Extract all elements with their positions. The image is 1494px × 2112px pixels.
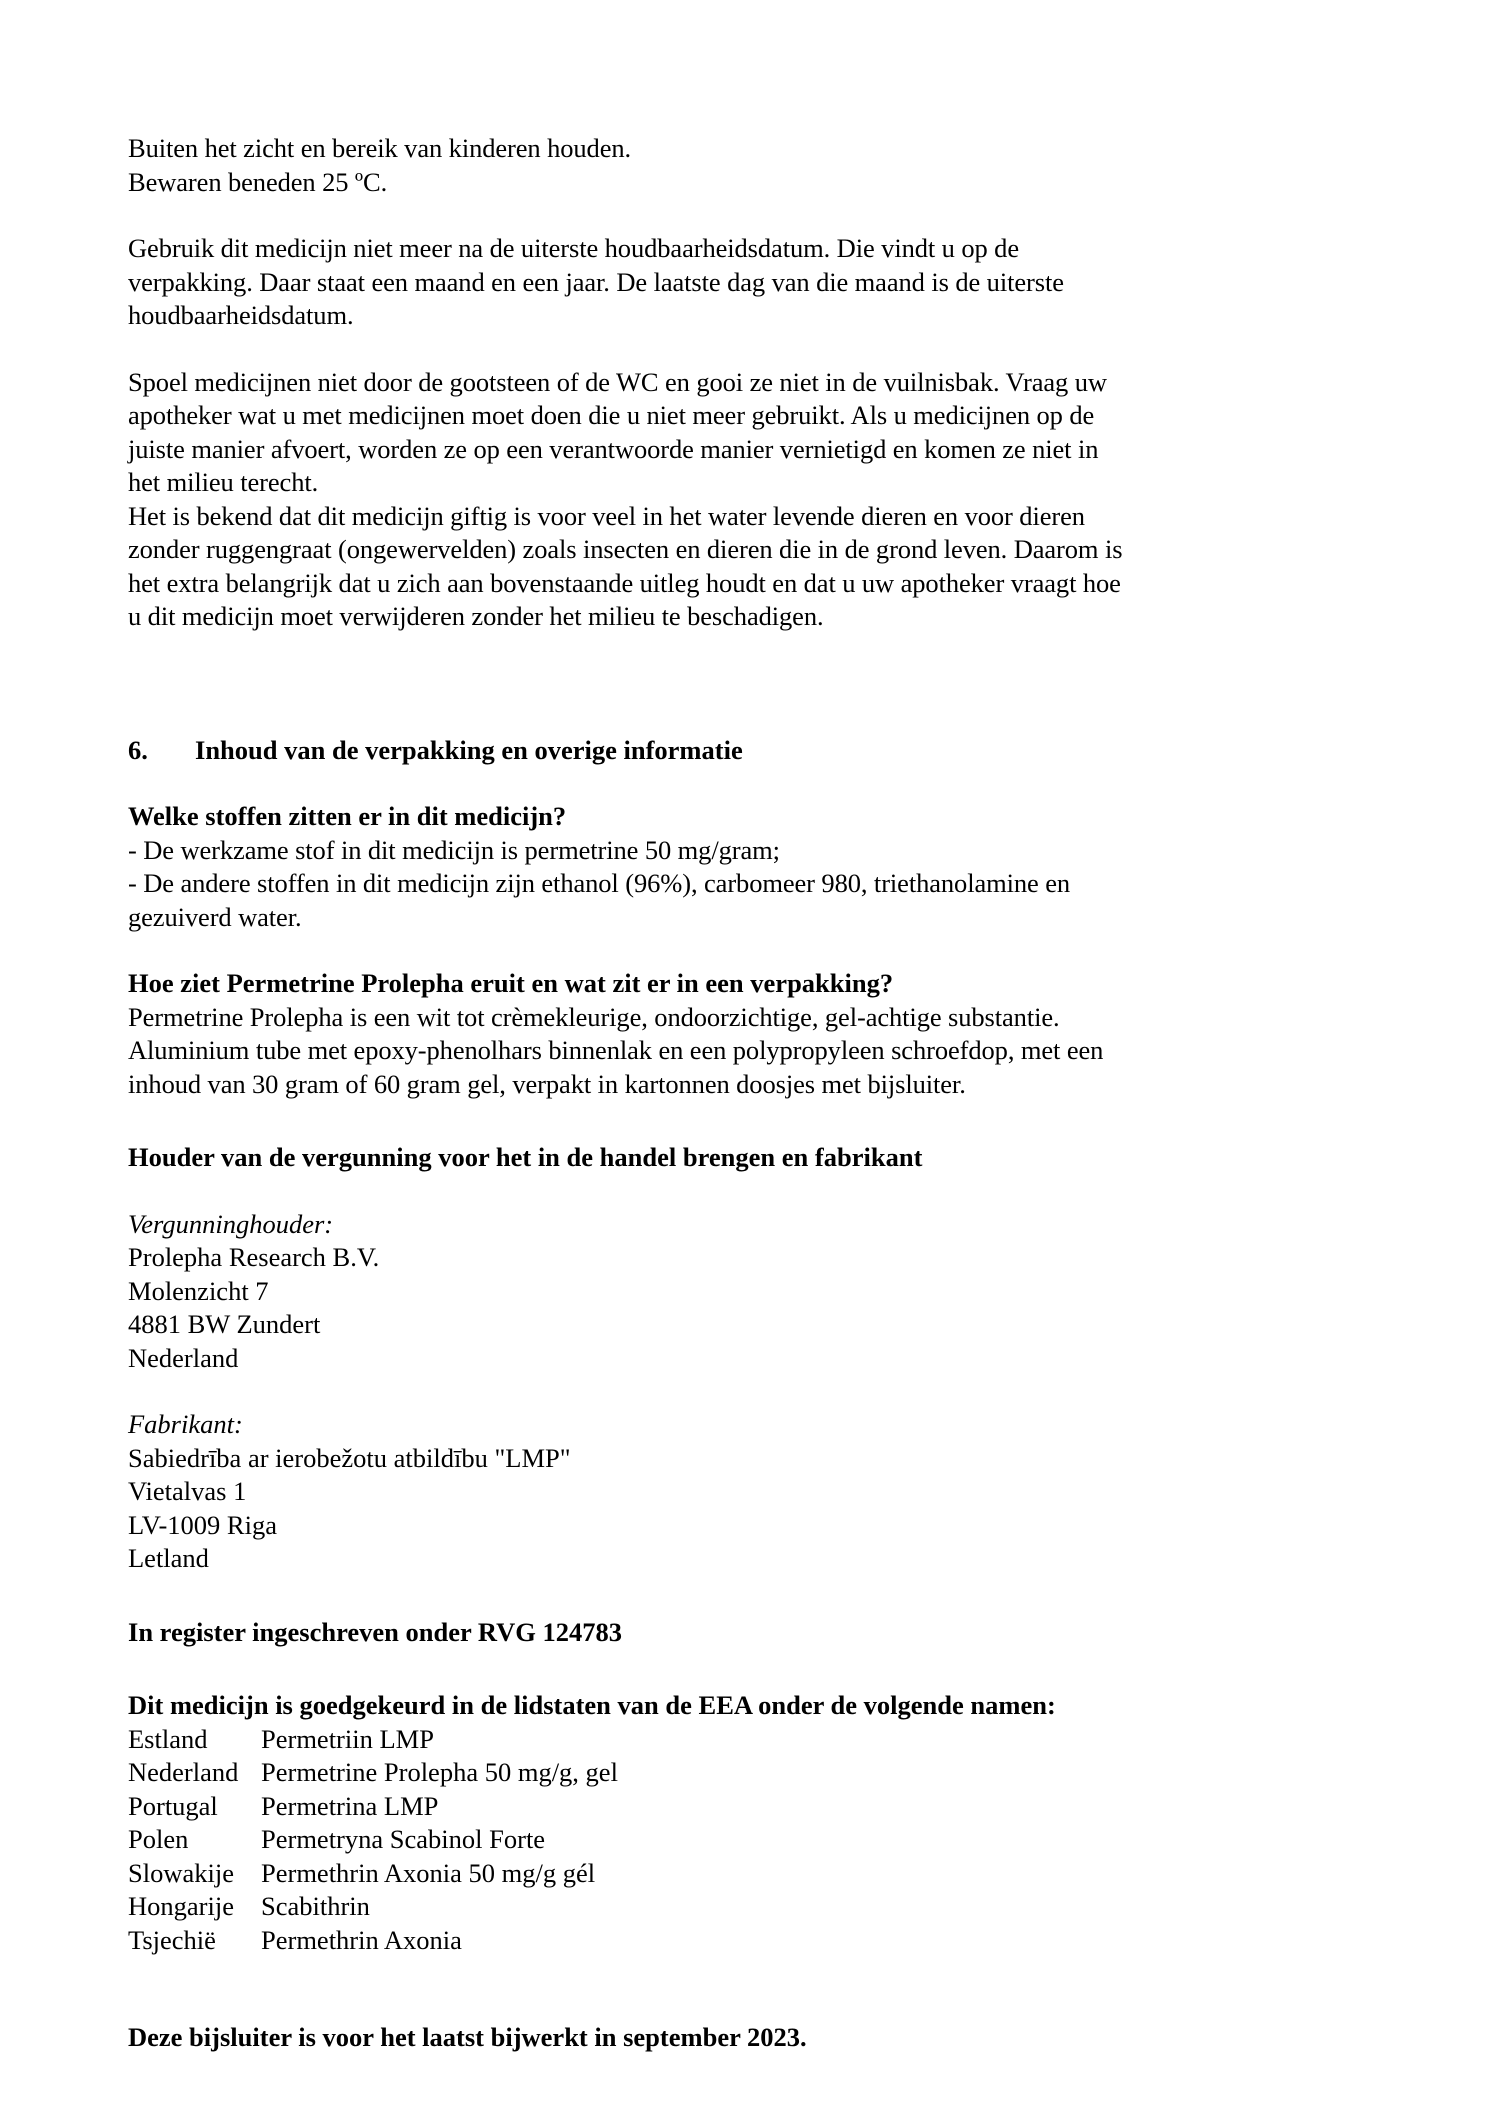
ingredients-other-substances: - De andere stoffen in dit medicijn zijn ethanol (96%), carbomeer 980, triethanolamine en gezuiverd water. xyxy=(128,868,1071,932)
ingredients-heading: Welke stoffen zitten er in dit medicijn? xyxy=(128,801,567,831)
spacer xyxy=(128,1576,1128,1616)
table-row xyxy=(128,1823,618,1857)
manufacturer-address-line: Sabiedrība ar ierobežotu atbildību "LMP" xyxy=(128,1442,571,1473)
country-name: Estland xyxy=(128,1723,208,1754)
spacer xyxy=(128,1101,1128,1141)
product-name: Scabithrin xyxy=(261,1891,370,1921)
manufacturer-label: Fabrikant: xyxy=(128,1409,243,1439)
holder-manufacturer-heading: Houder van de vergunning voor het in de handel brengen en fabrikant xyxy=(128,1142,923,1172)
table-row xyxy=(128,1756,618,1790)
country-name: Portugal xyxy=(128,1790,218,1821)
product-name: Permethrin Axonia xyxy=(261,1924,462,1955)
holder-address-line: Molenzicht 7 xyxy=(128,1275,269,1306)
last-updated-footer: Deze bijsluiter is voor het laatst bijwerkt in september 2023. xyxy=(128,2022,807,2052)
environment-paragraph: Het is bekend dat dit medicijn giftig is voor veel in het water levende dieren en voor dieren zonder ruggengraat (ongewervelden) zoals insecten en dieren die in de grond leven. Daarom is het extra belangrijk dat u zich aan bovenstaande uitleg houdt en dat u uw apotheker vraagt hoe u dit medicijn moet verwijderen zonder het milieu te beschadigen. xyxy=(128,500,1123,631)
spacer xyxy=(128,1375,1128,1408)
ingredients-active-substance: - De werkzame stof in dit medicijn is permetrine 50 mg/gram; xyxy=(128,834,780,865)
spacer xyxy=(128,1649,1128,1689)
eea-heading: Dit medicijn is goedgekeurd in de lidstaten van de EEA onder de volgende namen: xyxy=(128,1690,1056,1720)
product-name: Permethrin Axonia 50 mg/g gél xyxy=(261,1857,596,1888)
spacer xyxy=(128,1957,1128,2021)
country-name: Polen xyxy=(128,1824,189,1854)
table-row xyxy=(128,1857,618,1891)
product-name: Permetriin LMP xyxy=(261,1723,434,1754)
manufacturer-address-line: LV-1009 Riga xyxy=(128,1509,277,1540)
spacer xyxy=(128,199,1128,232)
country-name: Nederland xyxy=(128,1757,239,1787)
country-name: Slowakije xyxy=(128,1857,234,1888)
registration-number: In register ingeschreven onder RVG 124783 xyxy=(128,1616,622,1647)
manufacturer-address-line: Vietalvas 1 xyxy=(128,1476,247,1506)
appearance-body: Permetrine Prolepha is een wit tot crèmekleurige, ondoorzichtige, gel-achtige substantie. Aluminium tube met epoxy-phenolhars binnenlak en een polypropyleen schroefdop, met een inhoud van 30 gram of 60 gram gel, verpakt in kartonnen doosjes met bijsluiter. xyxy=(128,1001,1104,1099)
spacer xyxy=(128,1175,1128,1208)
appearance-heading: Hoe ziet Permetrine Prolepha eruit en wat zit er in een verpakking? xyxy=(128,968,894,998)
document-body xyxy=(128,132,1128,2055)
eea-country-table xyxy=(128,1723,618,1958)
spacer xyxy=(128,634,1128,734)
holder-address-line: 4881 BW Zundert xyxy=(128,1309,321,1339)
spacer xyxy=(128,934,1128,967)
spacer xyxy=(128,333,1128,366)
table-row xyxy=(128,1790,618,1824)
holder-address-line: Prolepha Research B.V. xyxy=(128,1242,380,1272)
section-6-heading xyxy=(128,734,1128,768)
product-name: Permetryna Scabinol Forte xyxy=(261,1824,546,1854)
manufacturer-address-line: Letland xyxy=(128,1543,209,1573)
product-name: Permetrina LMP xyxy=(261,1790,439,1821)
holder-address-line: Nederland xyxy=(128,1342,239,1373)
country-name: Tsjechië xyxy=(128,1924,216,1955)
table-row xyxy=(128,1924,618,1958)
storage-line-2: Bewaren beneden 25 ºC. xyxy=(128,166,388,197)
table-row xyxy=(128,1890,618,1924)
storage-line-1: Buiten het zicht en bereik van kinderen houden. xyxy=(128,133,632,163)
section-6-title: Inhoud van de verpakking en overige informatie xyxy=(195,734,743,765)
spacer xyxy=(128,767,1128,800)
country-name: Hongarije xyxy=(128,1891,234,1921)
disposal-paragraph: Spoel medicijnen niet door de gootsteen of de WC en gooi ze niet in de vuilnisbak. Vraag uw apotheker wat u met medicijnen moet doen die u niet meer gebruikt. Als u medicijnen op de juiste manier afvoert, worden ze op een verantwoorde manier vernietigd en komen ze niet in het milieu terecht. xyxy=(128,366,1107,497)
section-6-number: 6. xyxy=(128,734,148,765)
holder-label: Vergunninghouder: xyxy=(128,1208,334,1239)
expiry-paragraph: Gebruik dit medicijn niet meer na de uiterste houdbaarheidsdatum. Die vindt u op de verpakking. Daar staat een maand en een jaar. De laatste dag van die maand is de uiterste houdbaarheidsdatum. xyxy=(128,233,1064,330)
product-name: Permetrine Prolepha 50 mg/g, gel xyxy=(261,1757,618,1787)
table-row xyxy=(128,1723,618,1757)
